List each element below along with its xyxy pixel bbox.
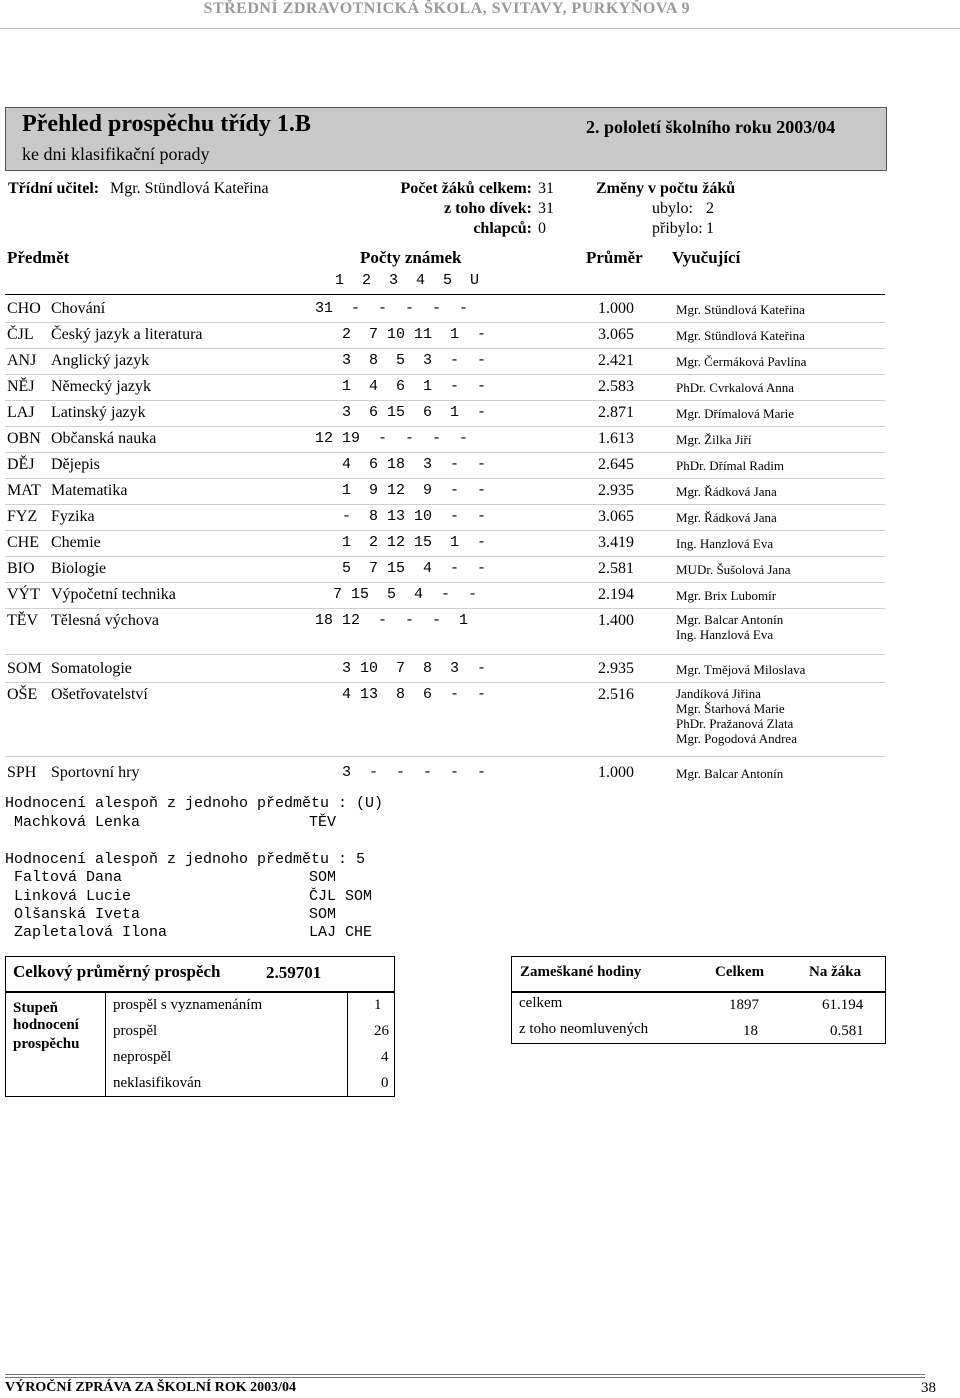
table-row [0,586,960,610]
subject-teacher: Mgr. Štarhová Marie [676,701,785,716]
grade-counts: 18 12 - - - 1 [315,612,469,629]
grade-summary-item: neklasifikován [113,1075,202,1091]
subject-teacher: Jandíková Jiřina [676,686,761,701]
subject-code: LAJ [7,404,35,421]
page-number: 38 [921,1380,936,1396]
subject-code: ANJ [7,352,37,369]
absences-row-per-student: 61.194 [822,997,864,1013]
subject-name: Český jazyk a literatura [51,326,203,343]
row-divider [5,452,885,453]
grade-scale: 1 2 3 4 5 U [335,272,480,289]
changes-left-label: ubylo: [652,200,693,217]
subject-name: Německý jazyk [51,378,151,395]
subject-code: CHO [7,300,41,317]
absences-row-label: z toho neomluvených [519,1021,649,1037]
grade-counts: 12 19 - - - - [315,430,469,447]
column-grade-counts: Počty známek [360,248,462,267]
period-label: 2. pololetí školního roku 2003/04 [586,117,836,137]
subject-code: SPH [7,764,37,781]
subject-name: Tělesná výchova [51,612,159,629]
grade-summary-count: 1 [374,997,382,1013]
header-rule [5,294,885,295]
absences-row-total: 1897 [729,997,759,1013]
subject-name: Somatologie [51,660,132,677]
subject-code: DĚJ [7,456,35,473]
subject-name: Latinský jazyk [51,404,146,421]
students-girls-label: z toho dívek: [444,200,532,217]
student-name: Olšanská Iveta [14,906,141,923]
grade-summary-item: neprospěl [113,1049,172,1065]
grade-summary-label-1: Stupeň [13,1000,59,1016]
subject-code: TĚV [7,612,39,629]
grade-counts: 4 6 18 3 - - [315,456,487,473]
student-subjects: ČJL SOM [309,888,373,905]
subject-code: OBN [7,430,41,447]
row-divider [5,582,885,583]
table-row [0,456,960,480]
column-teacher: Vyučující [672,248,741,267]
student-subjects: LAJ CHE [309,924,373,941]
subject-teacher: Mgr. Dřímalová Marie [676,406,795,421]
grade-summary-count: 4 [381,1049,389,1065]
row-divider [5,322,885,323]
subject-name: Biologie [51,560,107,577]
page-title: Přehled prospěchu třídy 1.B [22,111,311,137]
subject-teacher: MUDr. Šušolová Jana [676,562,791,577]
school-name: STŘEDNÍ ZDRAVOTNICKÁ ŠKOLA, SVITAVY, PURKYŇOVA 9 [203,0,690,17]
student-name: Faltová Dana [14,869,123,886]
students-total-label: Počet žáků celkem: [400,180,532,197]
subject-code: NĚJ [7,378,35,395]
row-divider [5,374,885,375]
table-row [0,326,960,350]
subject-code: ČJL [7,326,34,343]
subject-code: BIO [7,560,35,577]
subject-average: 2.194 [598,586,634,603]
grade-summary-label-3: prospěchu [13,1036,80,1052]
subject-teacher: Mgr. Balcar Antonín [676,612,784,627]
row-divider [5,756,885,757]
grade-counts: 3 - - - - - [315,764,487,781]
subject-teacher: Mgr. Řádková Jana [676,484,777,499]
table-row [0,352,960,376]
class-teacher-label: Třídní učitel: [8,180,100,197]
grade-counts: 5 7 15 4 - - [315,560,487,577]
notes-five-title: Hodnocení alespoň z jednoho předmětu : 5 [5,851,366,868]
subject-name: Výpočetní technika [51,586,176,603]
subject-code: SOM [7,660,42,677]
subject-average: 1.000 [598,300,634,317]
absences-header-total: Celkem [715,964,765,980]
absences-row-label: celkem [519,995,563,1011]
row-divider [5,556,885,557]
row-divider [5,348,885,349]
subject-average: 3.065 [598,508,634,525]
subject-teacher: Mgr. Brix Lubomír [676,588,777,603]
table-row [0,534,960,558]
grade-counts: - 8 13 10 - - [315,508,487,525]
column-subject: Předmět [7,248,70,267]
subject-average: 2.581 [598,560,634,577]
subject-teacher: PhDr. Pražanová Zlata [676,716,794,731]
subject-code: OŠE [7,686,38,703]
absences-row-total: 18 [743,1023,758,1039]
subject-code: FYZ [7,508,38,525]
table-row [0,660,960,684]
grade-counts: 2 7 10 11 1 - [315,326,487,343]
students-boys-label: chlapců: [473,220,532,237]
table-row [0,378,960,402]
grade-counts: 3 10 7 8 3 - [315,660,487,677]
table-row [0,430,960,454]
subject-teacher: Ing. Hanzlová Eva [676,627,774,642]
subject-average: 2.583 [598,378,634,395]
subject-average: 2.871 [598,404,634,421]
column-divider [347,993,348,1096]
subject-name: Občanská nauka [51,430,157,447]
grade-counts: 1 9 12 9 - - [315,482,487,499]
subject-name: Matematika [51,482,128,499]
grade-summary-label-2: hodnocení [13,1017,79,1033]
students-total-value: 31 [538,180,554,197]
subject-code: CHE [7,534,39,551]
subject-teacher: Mgr. Čermáková Pavlína [676,354,807,369]
student-subjects: SOM [309,869,337,886]
table-row [0,404,960,428]
header-divider [0,28,960,29]
student-name: Linková Lucie [14,888,132,905]
subject-teacher: PhDr. Dřímal Radim [676,458,784,473]
table-row [0,482,960,506]
grade-counts: 1 4 6 1 - - [315,378,487,395]
student-name: Zapletalová Ilona [14,924,168,941]
changes-title: Změny v počtu žáků [596,180,736,197]
overall-average-value: 2.59701 [266,963,322,982]
subject-teacher: Mgr. Pogodová Andrea [676,731,797,746]
subject-average: 2.935 [598,660,634,677]
subject-teacher: PhDr. Cvrkalová Anna [676,380,795,395]
page-header [0,0,960,28]
students-boys-value: 0 [538,220,546,237]
row-divider [5,504,885,505]
grade-counts: 31 - - - - - [315,300,469,317]
class-teacher-value: Mgr. Stündlová Kateřina [110,180,269,197]
row-divider [5,400,885,401]
grade-counts: 7 15 5 4 - - [315,586,478,603]
grade-counts: 3 8 5 3 - - [315,352,487,369]
page-subtitle: ke dni klasifikační porady [22,144,210,164]
column-divider [105,993,106,1096]
subject-teacher: Mgr. Stündlová Kateřina [676,328,805,343]
grade-counts: 1 2 12 15 1 - [315,534,487,551]
subject-average: 1.400 [598,612,634,629]
row-divider [5,530,885,531]
overall-average-label: Celkový průměrný prospěch [13,962,221,981]
subject-teacher: Mgr. Žilka Jiří [676,432,752,447]
student-name: Machková Lenka [14,814,141,831]
subject-average: 3.419 [598,534,634,551]
subject-code: VÝT [7,586,40,603]
footer-title: VÝROČNÍ ZPRÁVA ZA ŠKOLNÍ ROK 2003/04 [5,1380,297,1395]
absences-header-per-student: Na žáka [809,964,862,980]
subject-name: Chemie [51,534,101,551]
changes-added-label: přibylo: [652,220,703,237]
changes-left-value: 2 [706,200,714,217]
table-row [0,686,960,748]
student-subjects: TĚV [309,814,337,831]
table-row [0,560,960,584]
subject-name: Fyzika [51,508,95,525]
absences-row-per-student: 0.581 [830,1023,864,1039]
subject-average: 1.000 [598,764,634,781]
row-divider [5,654,885,655]
grade-counts: 4 13 8 6 - - [315,686,487,703]
row-divider [5,426,885,427]
subject-average: 2.421 [598,352,634,369]
subject-average: 3.065 [598,326,634,343]
notes-u-title: Hodnocení alespoň z jednoho předmětu : (U) [5,795,384,812]
table-row [0,300,960,324]
absences-header-label: Zameškané hodiny [520,964,642,980]
grade-counts: 3 6 15 6 1 - [315,404,487,421]
table-row [0,508,960,532]
subject-name: Sportovní hry [51,764,140,781]
changes-added-value: 1 [706,220,714,237]
subject-teacher: Mgr. Řádková Jana [676,510,777,525]
subject-name: Chování [51,300,106,317]
footer-divider [5,1374,925,1375]
student-subjects: SOM [309,906,337,923]
column-average: Průměr [586,248,643,267]
subject-teacher: Mgr. Tmějová Miloslava [676,662,806,677]
subject-name: Anglický jazyk [51,352,150,369]
students-girls-value: 31 [538,200,554,217]
subject-name: Dějepis [51,456,100,473]
subject-average: 2.935 [598,482,634,499]
subject-average: 1.613 [598,430,634,447]
grade-summary-count: 26 [374,1023,389,1039]
table-row [0,612,960,652]
subject-name: Ošetřovatelství [51,686,148,703]
grade-summary-item: prospěl [113,1023,158,1039]
grade-summary-item: prospěl s vyznamenáním [113,997,263,1013]
subject-teacher: Mgr. Balcar Antonín [676,766,784,781]
subject-teacher: Mgr. Stündlová Kateřina [676,302,805,317]
grade-summary-count: 0 [381,1075,389,1091]
subject-teacher: Ing. Hanzlová Eva [676,536,774,551]
subject-average: 2.516 [598,686,634,703]
subject-code: MAT [7,482,41,499]
footer-divider [5,1377,925,1378]
subject-average: 2.645 [598,456,634,473]
row-divider [5,608,885,609]
table-row [0,764,960,788]
row-divider [5,478,885,479]
row-divider [5,682,885,683]
